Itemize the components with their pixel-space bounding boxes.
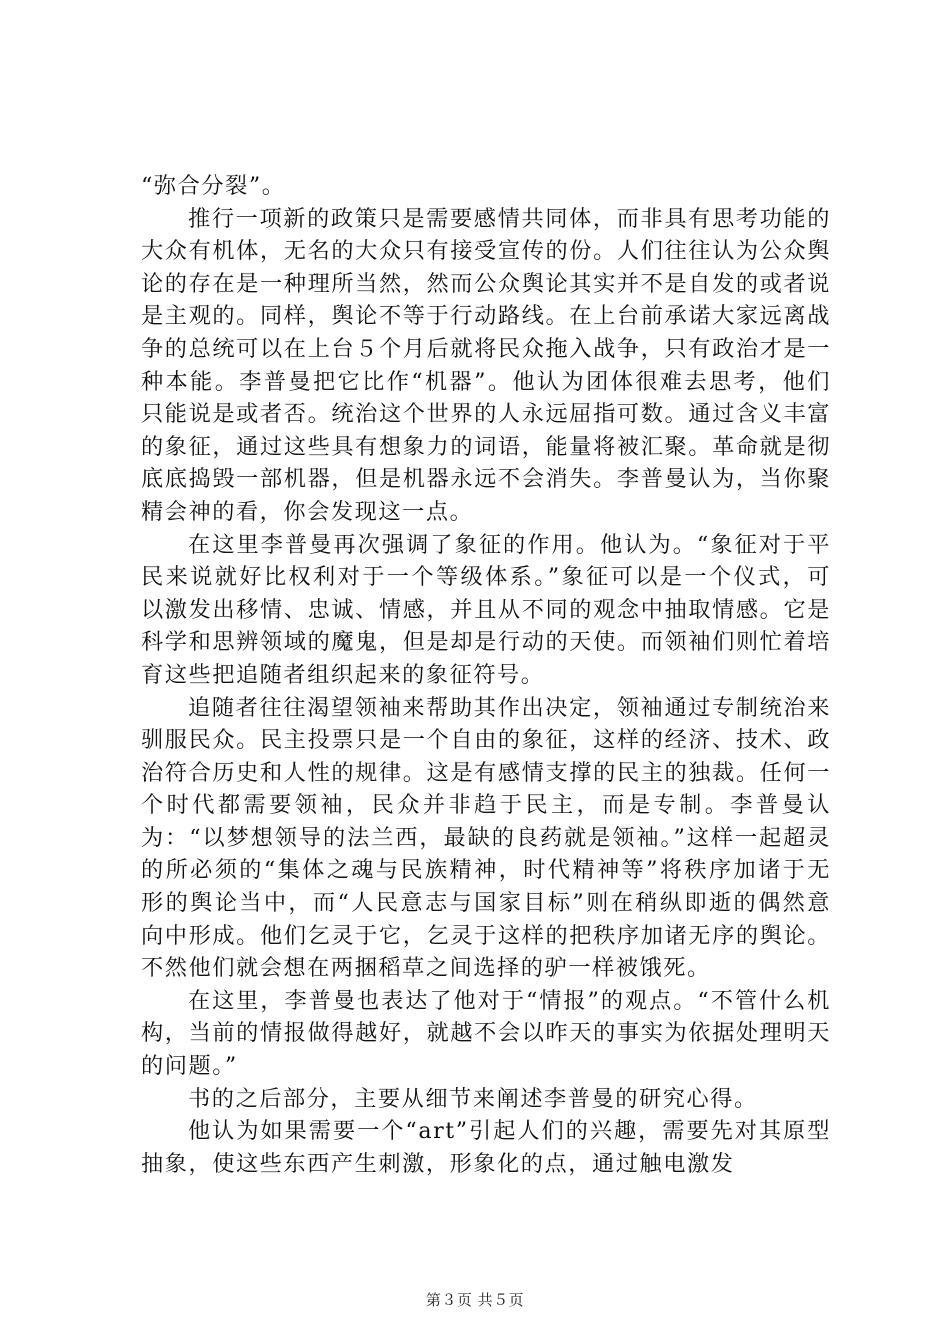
paragraph-2: 推行一项新的政策只是需要感情共同体，而非具有思考功能的大众有机体，无名的大众只有接受宣传的份。人们往往认为公众舆论的存在是一种理所当然，然而公众舆论其实并不是自发的或者说是主观的。同样，舆论不等于行动路线。在上台前承诺大家远离战争的总统可以在上台５个月后就将民众拖入战争，只有政治才是一种本能。李普曼把它比作“机器”。他认为团体很难去思考，他们只能说是或者否。统治这个世界的人永远屈指可数。通过含义丰富的象征，通过这些具有想象力的词语，能量将被汇聚。革命就是彻底底捣毁一部机器，但是机器永远不会消失。李普曼认为，当你聚精会神的看，你会发现这一点。 [141, 205, 831, 525]
paragraph-4: 追随者往往渴望领袖来帮助其作出决定，领袖通过专制统治来驯服民众。民主投票只是一个自由的象征，这样的经济、技术、政治符合历史和人性的规律。这是有感情支撑的民主的独裁。任何一个时代都需要领袖，民众并非趋于民主，而是专制。李普曼认为：“以梦想领导的法兰西，最缺的良药就是领袖。”这样一起超灵的所必须的“集体之魂与民族精神，时代精神等”将秩序加诸于无形的舆论当中，而“人民意志与国家目标”则在稍纵即逝的偶然意向中形成。他们乞灵于它，乞灵于这样的把秩序加诸无序的舆论。不然他们就会想在两捆稻草之间选择的驴一样被饿死。 [141, 694, 831, 982]
paragraph-3: 在这里李普曼再次强调了象征的作用。他认为。“象征对于平民来说就好比权利对于一个等级体系。”象征可以是一个仪式，可以激发出移情、忠诚、情感，并且从不同的观念中抽取情感。它是科学和思辨领域的魔鬼，但是却是行动的天使。而领袖们则忙着培育这些把追随者组织起来的象征符号。 [141, 531, 831, 688]
paragraph-7: 他认为如果需要一个“art”引起人们的兴趣，需要先对其原型抽象，使这些东西产生刺激，形象化的点，通过触电激发 [141, 1118, 831, 1177]
page-footer: 第３页 共５页 [425, 1291, 525, 1309]
document-body [141, 170, 831, 1180]
paragraph-5: 在这里，李普曼也表达了他对于“情报”的观点。“不管什么机构，当前的情报做得越好，就越不会以昨天的事实为依据处理明天的问题。” [141, 987, 831, 1080]
paragraph-1: “弥合分裂”。 [141, 173, 286, 199]
paragraph-6: 书的之后部分，主要从细节来阐述李普曼的研究心得。 [188, 1085, 758, 1112]
